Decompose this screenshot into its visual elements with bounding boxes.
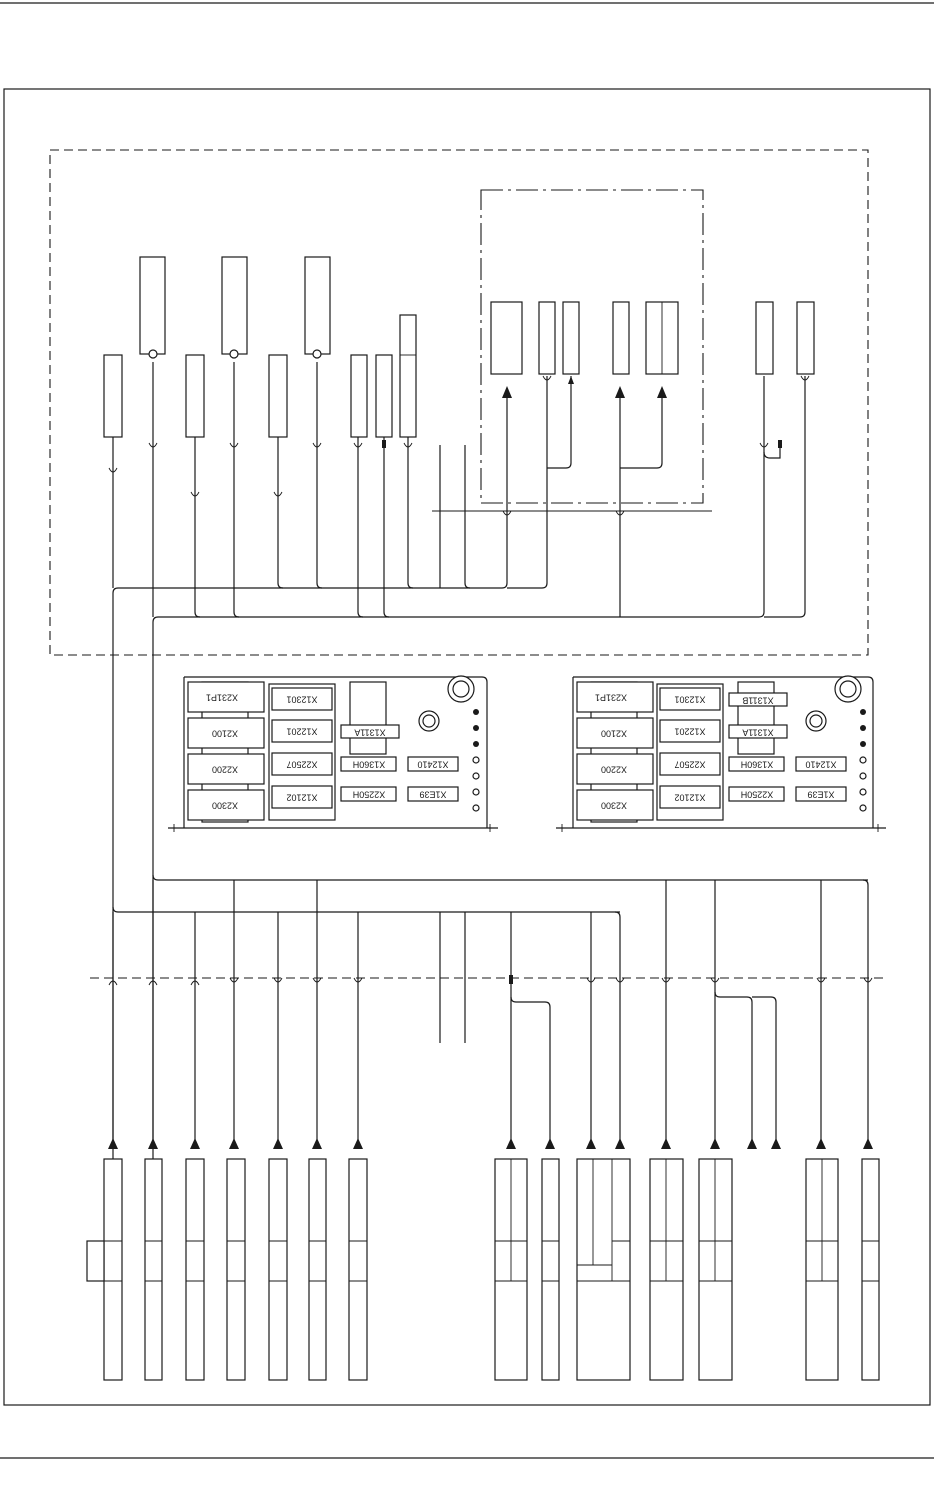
br-conn-3: X2300 — [600, 800, 628, 811]
bl-conn-1: X2100 — [211, 728, 239, 739]
br-mid-1: X12201 — [674, 726, 706, 737]
upper-components — [104, 257, 814, 437]
br-right-0: X1311B — [742, 695, 774, 706]
bl-mid-0: X12301 — [286, 694, 318, 705]
bl-mid-1: X12201 — [286, 726, 318, 737]
br-far-1: X1E39 — [807, 789, 835, 800]
bl-right-0: X1311A — [354, 727, 386, 738]
board-right — [556, 676, 886, 832]
br-conn-1: X2100 — [600, 728, 628, 739]
br-right-2: X1360H — [740, 759, 774, 770]
br-conn-2: X2200 — [600, 764, 628, 775]
bl-mid-2: X22507 — [286, 759, 318, 770]
br-right-1: X1311A — [742, 727, 774, 738]
lower-wiring — [90, 875, 888, 1149]
bl-mid-3: X12102 — [286, 792, 318, 803]
br-far-0: X12410 — [805, 759, 837, 770]
br-conn-0: X231P1 — [594, 692, 628, 703]
bl-far-0: X12410 — [417, 759, 449, 770]
bl-right-2: X2250H — [352, 789, 386, 800]
br-right-3: X2250H — [740, 789, 774, 800]
bl-far-1: X1E39 — [419, 789, 447, 800]
upper-enclosure — [50, 150, 868, 655]
bl-right-1: X1360H — [352, 759, 386, 770]
bl-conn-0: X231P1 — [205, 692, 239, 703]
br-mid-3: X12102 — [674, 792, 706, 803]
bl-conn-2: X2200 — [211, 764, 239, 775]
lower-connector-blocks — [87, 1159, 879, 1380]
br-mid-0: X12301 — [674, 694, 706, 705]
br-mid-2: X22507 — [674, 759, 706, 770]
bl-conn-3: X2300 — [211, 800, 239, 811]
board-left — [168, 676, 498, 832]
